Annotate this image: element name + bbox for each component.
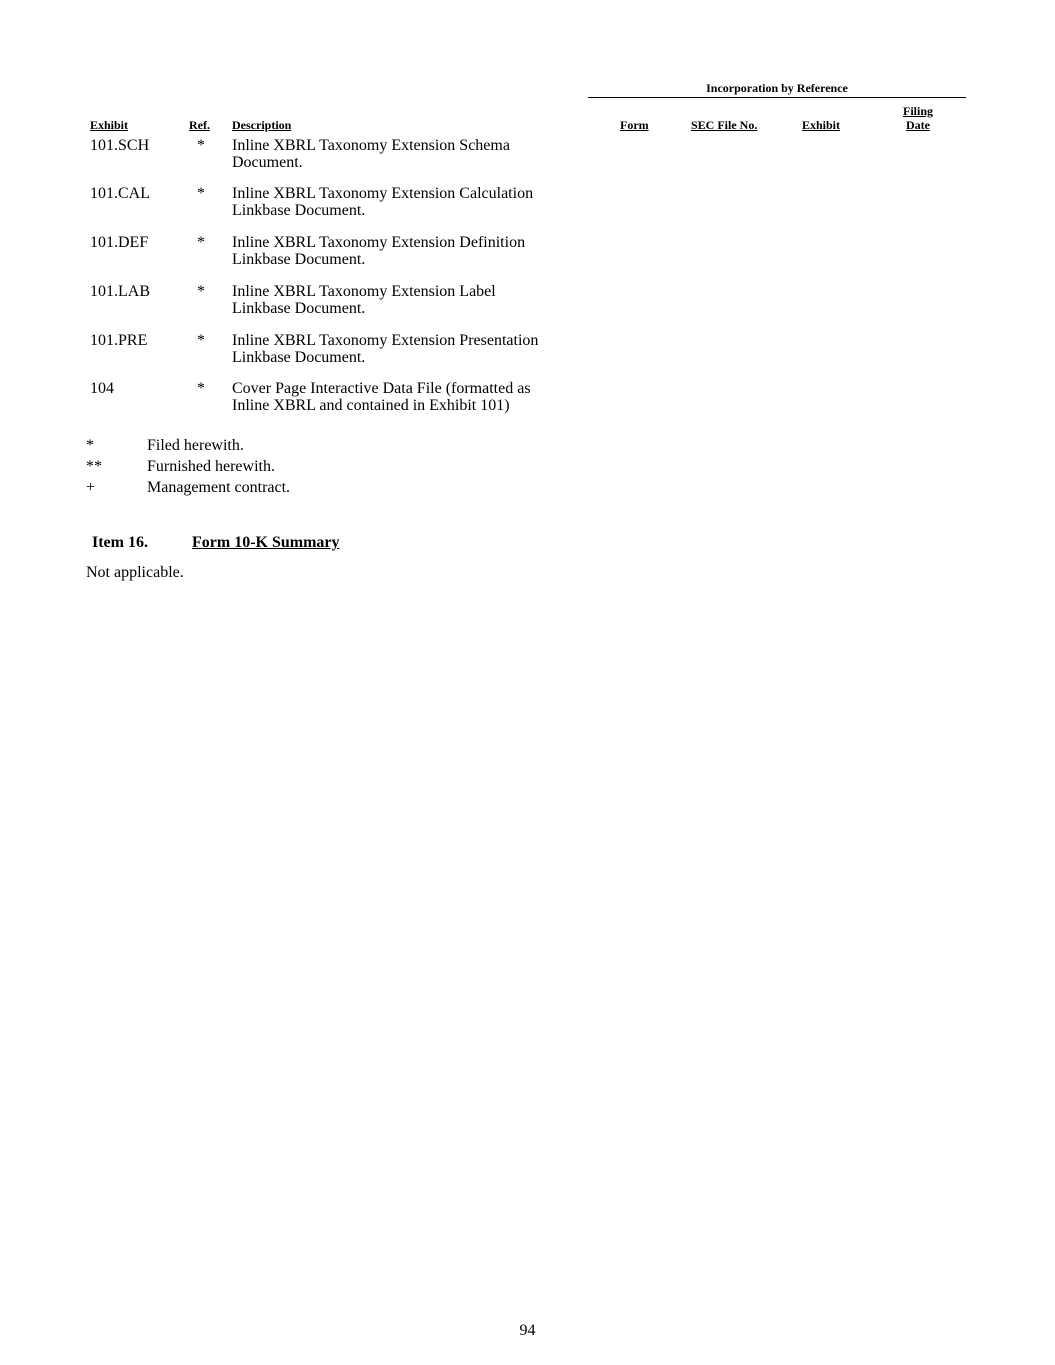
description-line-1: Inline XBRL Taxonomy Extension Presentation (232, 332, 539, 349)
page-number: 94 (519, 1322, 536, 1339)
table-row-ref: * (197, 283, 205, 300)
description-line-1: Inline XBRL Taxonomy Extension Calculation (232, 185, 534, 202)
description-line-1: Inline XBRL Taxonomy Extension Definition (232, 234, 526, 251)
description-line-2: Linkbase Document. (232, 251, 366, 268)
incorporation-by-reference-header: Incorporation by Reference (706, 81, 848, 95)
footnote-symbol: + (86, 479, 96, 496)
table-row-description (232, 137, 582, 171)
table-row-ref: * (197, 380, 205, 397)
table-row-exhibit: 101.LAB (90, 283, 150, 300)
table-row-ref: * (197, 185, 205, 202)
footnote-text: Management contract. (147, 479, 291, 496)
table-row-exhibit: 101.DEF (90, 234, 149, 251)
description-line-1: Cover Page Interactive Data File (formatted as (232, 380, 531, 397)
description-line-2: Linkbase Document. (232, 202, 366, 219)
table-row-exhibit: 101.SCH (90, 137, 150, 154)
item-body: Not applicable. (86, 564, 184, 581)
table-row-exhibit: 104 (90, 380, 114, 397)
col-header-sec-file-no: SEC File No. (691, 118, 758, 132)
footnote-symbol: * (86, 437, 94, 454)
table-row-ref: * (197, 332, 205, 349)
item-title: Form 10-K Summary (192, 534, 340, 551)
table-row-description (232, 332, 582, 366)
col-header-filing-date-line2: Date (906, 118, 930, 132)
description-line-1: Inline XBRL Taxonomy Extension Label (232, 283, 496, 300)
col-header-filing-date-line1: Filing (902, 104, 933, 118)
col-header-ref: Ref. (189, 118, 210, 132)
col-header-exhibit-ref: Exhibit (802, 118, 841, 132)
description-line-1: Inline XBRL Taxonomy Extension Schema (232, 137, 510, 154)
col-header-exhibit: Exhibit (90, 118, 129, 132)
table-row-description (232, 234, 582, 268)
description-line-2: Document. (232, 154, 303, 171)
table-row-ref: * (197, 137, 205, 154)
description-line-2: Inline XBRL and contained in Exhibit 101) (232, 397, 510, 414)
table-row-ref: * (197, 234, 205, 251)
footnote-text: Furnished herewith. (147, 458, 275, 475)
description-line-2: Linkbase Document. (232, 300, 366, 317)
item-number: Item 16. (92, 534, 148, 551)
col-header-form: Form (620, 118, 649, 132)
footnote-text: Filed herewith. (147, 437, 244, 454)
description-line-2: Linkbase Document. (232, 349, 366, 366)
col-header-filing-date (896, 104, 940, 132)
header-rule (588, 97, 966, 98)
footnote-symbol: ** (86, 458, 102, 475)
table-row-description (232, 283, 582, 317)
table-row-description (232, 185, 582, 219)
table-row-description (232, 380, 582, 414)
col-header-description: Description (232, 118, 292, 132)
table-row-exhibit: 101.CAL (90, 185, 150, 202)
table-row-exhibit: 101.PRE (90, 332, 148, 349)
